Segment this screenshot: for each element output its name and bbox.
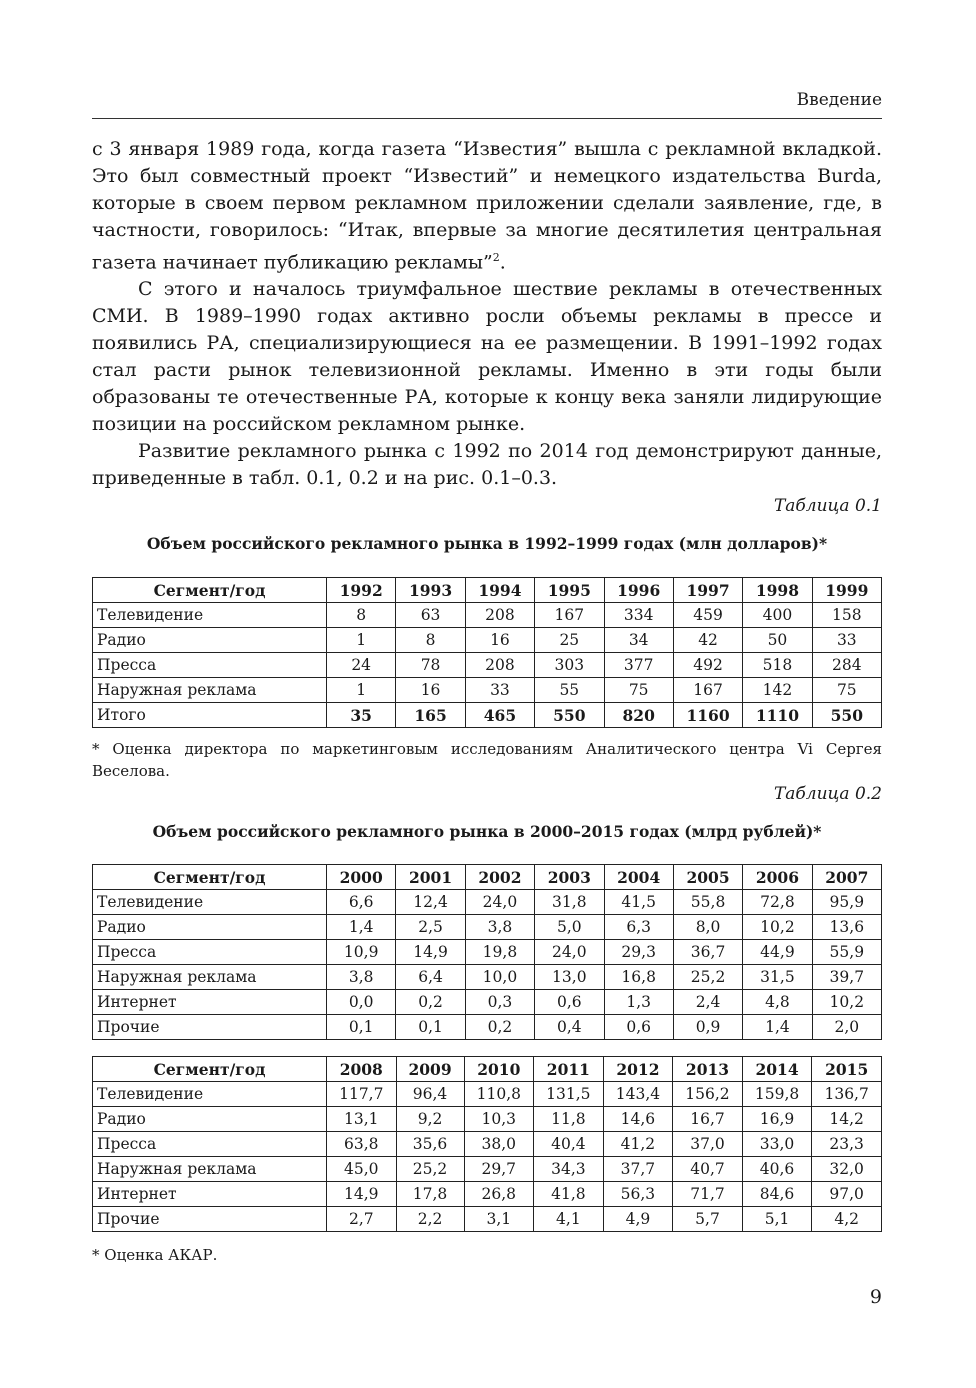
cell-value: 32,0 [812,1157,882,1182]
cell-value: 2,7 [327,1207,397,1232]
cell-value: 33 [465,678,534,703]
paragraph-1-text: с 3 января 1989 года, когда газета “Известия” вышла с рекламной вкладкой. Это был совместный проект “Известий” и немецкого издательства Burda, которые в своем первом рекламном приложении сделали заявление, где, в частности, говорилось: “Итак, впервые за многие десятилетия центральная газета начинает публикацию рекламы” [92,138,882,274]
table-1-title: Объем российского рекламного рынка в 1992–1999 годах (млн долларов)* [146,534,828,553]
cell-value: 117,7 [327,1082,397,1107]
cell-value: 159,8 [742,1082,812,1107]
total-value: 550 [812,703,881,728]
table-2a-year: 2002 [465,865,534,890]
cell-value: 10,0 [465,965,534,990]
cell-value: 6,6 [327,890,396,915]
cell-value: 143,4 [603,1082,673,1107]
cell-value: 36,7 [673,940,742,965]
cell-value: 110,8 [464,1082,534,1107]
table-1-year: 1995 [535,578,604,603]
cell-value: 19,8 [465,940,534,965]
cell-value: 136,7 [812,1082,882,1107]
cell-value: 41,8 [534,1182,604,1207]
segment-name: Интернет [93,990,327,1015]
table-row [93,653,882,678]
cell-value: 459 [673,603,742,628]
table-2a-year: 2006 [743,865,812,890]
segment-name: Пресса [93,1132,327,1157]
cell-value: 2,5 [396,915,465,940]
cell-value: 23,3 [812,1132,882,1157]
paragraph-1 [92,136,882,276]
paragraph-1-end: . [499,251,506,274]
cell-value: 8 [396,628,465,653]
cell-value: 29,3 [604,940,673,965]
cell-value: 63 [396,603,465,628]
cell-value: 10,2 [743,915,812,940]
cell-value: 1,3 [604,990,673,1015]
table-row [93,1132,882,1157]
body-text [92,136,882,492]
table-2-part-b [92,1056,882,1232]
table-2-title: Объем российского рекламного рынка в 2000–2015 годах (млрд рублей)* [152,822,822,841]
cell-value: 492 [673,653,742,678]
table-2a-year: 2004 [604,865,673,890]
segment-name: Радио [93,1107,327,1132]
cell-value: 55 [535,678,604,703]
cell-value: 16,7 [673,1107,743,1132]
cell-value: 16,9 [742,1107,812,1132]
segment-name: Наружная реклама [93,1157,327,1182]
cell-value: 95,9 [812,890,881,915]
cell-value: 40,6 [742,1157,812,1182]
table-1-header-segment: Сегмент/год [93,578,327,603]
segment-name: Радио [93,915,327,940]
cell-value: 14,9 [327,1182,397,1207]
cell-value: 14,9 [396,940,465,965]
cell-value: 17,8 [396,1182,464,1207]
table-2-part-a [92,864,882,1040]
cell-value: 10,2 [812,990,881,1015]
table-row [93,1107,882,1132]
cell-value: 33,0 [742,1132,812,1157]
table-row [93,965,882,990]
table-2a-year: 2005 [673,865,742,890]
segment-name: Телевидение [93,1082,327,1107]
cell-value: 2,2 [396,1207,464,1232]
table-1-year: 1992 [327,578,396,603]
cell-value: 0,1 [396,1015,465,1040]
table-2a-header-segment: Сегмент/год [93,865,327,890]
cell-value: 5,7 [673,1207,743,1232]
cell-value: 56,3 [603,1182,673,1207]
table-2b-year: 2012 [603,1057,673,1082]
cell-value: 4,8 [743,990,812,1015]
total-label: Итого [93,703,327,728]
cell-value: 55,8 [673,890,742,915]
segment-name: Пресса [93,653,327,678]
table-2a-year: 2001 [396,865,465,890]
cell-value: 158 [812,603,881,628]
cell-value: 34 [604,628,673,653]
table-2a-year: 2007 [812,865,881,890]
cell-value: 37,0 [673,1132,743,1157]
segment-name: Наружная реклама [93,965,327,990]
cell-value: 14,2 [812,1107,882,1132]
cell-value: 131,5 [534,1082,604,1107]
table-2a-header-row [93,865,882,890]
cell-value: 1,4 [743,1015,812,1040]
cell-value: 8 [327,603,396,628]
cell-value: 5,1 [742,1207,812,1232]
cell-value: 14,6 [603,1107,673,1132]
cell-value: 25,2 [396,1157,464,1182]
table-2b-year: 2008 [327,1057,397,1082]
segment-name: Телевидение [93,603,327,628]
table-2-footnote: * Оценка АКАР. [92,1246,218,1264]
table-1-year: 1996 [604,578,673,603]
cell-value: 6,3 [604,915,673,940]
table-2b-year: 2013 [673,1057,743,1082]
cell-value: 40,4 [534,1132,604,1157]
table-2a-year: 2003 [535,865,604,890]
cell-value: 25,2 [673,965,742,990]
cell-value: 63,8 [327,1132,397,1157]
cell-value: 4,1 [534,1207,604,1232]
cell-value: 75 [812,678,881,703]
cell-value: 0,2 [396,990,465,1015]
cell-value: 3,8 [465,915,534,940]
cell-value: 71,7 [673,1182,743,1207]
cell-value: 6,4 [396,965,465,990]
cell-value: 0,1 [327,1015,396,1040]
table-row [93,1157,882,1182]
cell-value: 16 [396,678,465,703]
segment-name: Наружная реклама [93,678,327,703]
segment-name: Телевидение [93,890,327,915]
table-row [93,915,882,940]
paragraph-3: Развитие рекламного рынка с 1992 по 2014 год демонстрируют данные, приведенные в табл. 0.1, 0.2 и на рис. 0.1–0.3. [92,440,882,490]
table-2b-header-segment: Сегмент/год [93,1057,327,1082]
cell-value: 0,6 [604,1015,673,1040]
cell-value: 24,0 [465,890,534,915]
cell-value: 2,0 [812,1015,881,1040]
cell-value: 96,4 [396,1082,464,1107]
cell-value: 142 [743,678,812,703]
cell-value: 33 [812,628,881,653]
table-2b-year: 2011 [534,1057,604,1082]
cell-value: 13,0 [535,965,604,990]
cell-value: 4,9 [603,1207,673,1232]
cell-value: 31,8 [535,890,604,915]
cell-value: 12,4 [396,890,465,915]
cell-value: 167 [535,603,604,628]
cell-value: 11,8 [534,1107,604,1132]
cell-value: 26,8 [464,1182,534,1207]
cell-value: 2,4 [673,990,742,1015]
cell-value: 24 [327,653,396,678]
cell-value: 377 [604,653,673,678]
table-total-row [93,703,882,728]
cell-value: 78 [396,653,465,678]
cell-value: 156,2 [673,1082,743,1107]
segment-name: Радио [93,628,327,653]
cell-value: 167 [673,678,742,703]
table-2b-year: 2009 [396,1057,464,1082]
cell-value: 1 [327,678,396,703]
segment-name: Пресса [93,940,327,965]
cell-value: 10,3 [464,1107,534,1132]
table-1-year: 1997 [673,578,742,603]
cell-value: 97,0 [812,1182,882,1207]
cell-value: 41,2 [603,1132,673,1157]
table-row [93,940,882,965]
cell-value: 4,2 [812,1207,882,1232]
cell-value: 16,8 [604,965,673,990]
table-1-label: Таблица 0.1 [773,496,882,516]
cell-value: 13,1 [327,1107,397,1132]
total-value: 1160 [673,703,742,728]
total-value: 550 [535,703,604,728]
table-1-footnote: * Оценка директора по маркетинговым исследованиям Аналитического центра Vi Сергея Веселова. [92,740,882,780]
cell-value: 55,9 [812,940,881,965]
paragraph-2: С этого и началось триумфальное шествие рекламы в отечественных СМИ. В 1989–1990 годах активно росли объемы рекламы в прессе и появились РА, специализирующиеся на ее размещении. В 1991–1992 годах стал расти рынок телевизионной рекламы. Именно в эти годы были образованы те отечественные РА, которые к концу века заняли лидирующие позиции на российском рекламном рынке. [92,278,882,436]
table-row [93,628,882,653]
table-row [93,678,882,703]
cell-value: 50 [743,628,812,653]
segment-name: Прочие [93,1207,327,1232]
cell-value: 3,8 [327,965,396,990]
cell-value: 3,1 [464,1207,534,1232]
table-row [93,1182,882,1207]
cell-value: 45,0 [327,1157,397,1182]
footnote-ref: 2 [492,251,500,264]
cell-value: 84,6 [742,1182,812,1207]
table-1-header-row [93,578,882,603]
cell-value: 1 [327,628,396,653]
table-1-year: 1998 [743,578,812,603]
cell-value: 41,5 [604,890,673,915]
cell-value: 5,0 [535,915,604,940]
cell-value: 31,5 [743,965,812,990]
table-2b-year: 2010 [464,1057,534,1082]
cell-value: 208 [465,653,534,678]
table-row [93,1015,882,1040]
page-number: 9 [869,1286,882,1308]
cell-value: 334 [604,603,673,628]
total-value: 35 [327,703,396,728]
cell-value: 44,9 [743,940,812,965]
running-head: Введение [92,90,882,119]
cell-value: 0,2 [465,1015,534,1040]
cell-value: 8,0 [673,915,742,940]
table-2a-year: 2000 [327,865,396,890]
table-row [93,890,882,915]
cell-value: 72,8 [743,890,812,915]
table-row [93,990,882,1015]
cell-value: 16 [465,628,534,653]
cell-value: 37,7 [603,1157,673,1182]
cell-value: 400 [743,603,812,628]
table-2-label: Таблица 0.2 [773,784,882,804]
segment-name: Интернет [93,1182,327,1207]
cell-value: 303 [535,653,604,678]
cell-value: 284 [812,653,881,678]
table-row [93,603,882,628]
cell-value: 39,7 [812,965,881,990]
table-2b-year: 2015 [812,1057,882,1082]
total-value: 1110 [743,703,812,728]
cell-value: 9,2 [396,1107,464,1132]
table-1 [92,577,882,728]
cell-value: 0,3 [465,990,534,1015]
total-value: 465 [465,703,534,728]
table-1-year: 1999 [812,578,881,603]
cell-value: 0,9 [673,1015,742,1040]
total-value: 165 [396,703,465,728]
cell-value: 13,6 [812,915,881,940]
cell-value: 10,9 [327,940,396,965]
cell-value: 38,0 [464,1132,534,1157]
cell-value: 40,7 [673,1157,743,1182]
cell-value: 35,6 [396,1132,464,1157]
table-1-year: 1994 [465,578,534,603]
table-2b-header-row [93,1057,882,1082]
cell-value: 75 [604,678,673,703]
cell-value: 518 [743,653,812,678]
table-2b-year: 2014 [742,1057,812,1082]
table-row [93,1082,882,1107]
cell-value: 1,4 [327,915,396,940]
cell-value: 42 [673,628,742,653]
cell-value: 0,6 [535,990,604,1015]
cell-value: 34,3 [534,1157,604,1182]
segment-name: Прочие [93,1015,327,1040]
table-1-year: 1993 [396,578,465,603]
total-value: 820 [604,703,673,728]
cell-value: 208 [465,603,534,628]
cell-value: 29,7 [464,1157,534,1182]
cell-value: 24,0 [535,940,604,965]
cell-value: 0,4 [535,1015,604,1040]
table-row [93,1207,882,1232]
cell-value: 0,0 [327,990,396,1015]
cell-value: 25 [535,628,604,653]
